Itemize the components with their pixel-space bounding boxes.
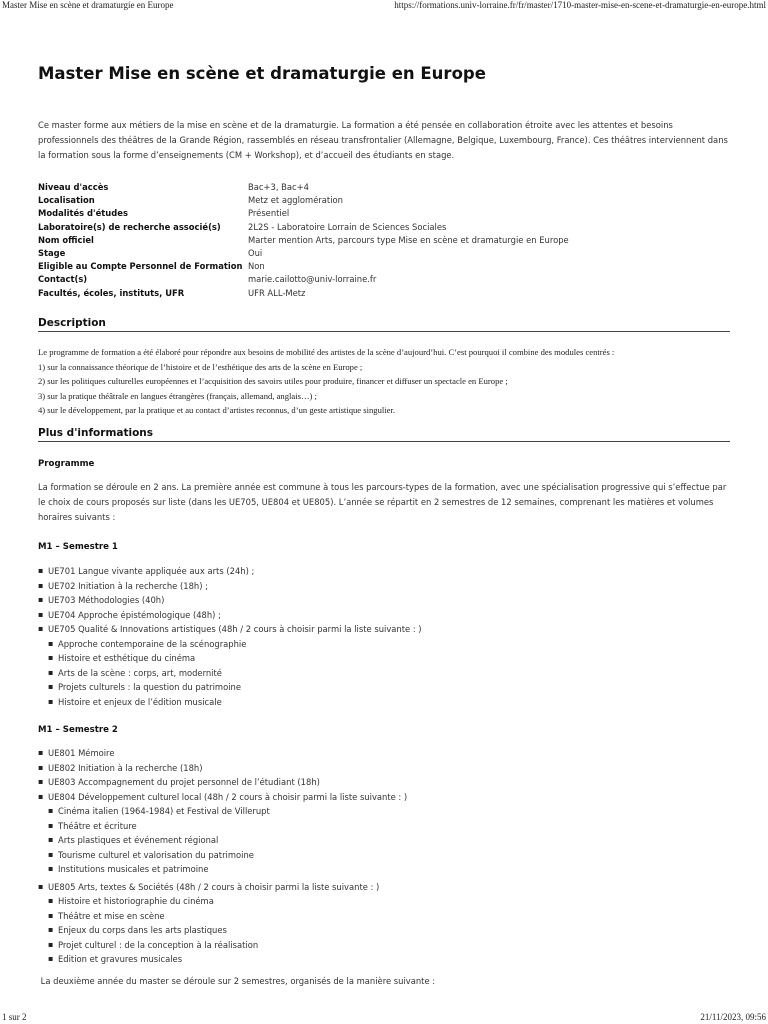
list-item: ▪ UE803 Accompagnement du projet personnel de l’étudiant (18h) — [38, 775, 407, 790]
info-value: Metz et agglomération — [248, 195, 343, 206]
list-item: ▪ UE805 Arts, textes & Sociétés (48h / 2 cours à choisir parmi la liste suivante : ) — [38, 880, 407, 895]
info-value: Oui — [248, 248, 263, 259]
description-line: 1) sur la connaissance théorique de l’histoire et de l’esthétique des arts de la scène en Europe ; — [38, 361, 363, 372]
sub-list-item: ▪ Arts plastiques et événement régional — [38, 833, 407, 848]
info-label: Nom officiel — [38, 234, 94, 245]
info-row — [38, 207, 730, 220]
description-heading: Description — [38, 317, 730, 332]
second-year-paragraph: La deuxième année du master se déroule sur 2 semestres, organisés de la manière suivante : — [38, 976, 436, 986]
sub-list-item: ▪ Projet culturel : de la conception à la réalisation — [38, 938, 407, 953]
info-label: Stage — [38, 248, 66, 259]
list-item: ▪ UE702 Initiation à la recherche (18h) ; — [38, 579, 422, 594]
info-row — [38, 221, 730, 234]
list-item: ▪ UE704 Approche épistémologique (48h) ; — [38, 608, 422, 623]
info-label: Laboratoire(s) de recherche associé(s) — [38, 221, 221, 232]
contact-email-link[interactable]: marie.cailotto@univ-lorraine.fr — [248, 274, 377, 285]
sub-list-item: ▪ Enjeux du corps dans les arts plastiques — [38, 923, 407, 938]
page-count: 1 sur 2 — [2, 1012, 27, 1022]
description-body — [38, 345, 730, 418]
description-line: 2) sur les politiques culturelles européennes et l’acquisition des savoirs utiles pour produire, financer et diffuser un spectacle en Europe ; — [38, 376, 508, 386]
info-row — [38, 234, 730, 247]
list-item: ▪ UE705 Qualité & Innovations artistiques (48h / 2 cours à choisir parmi la liste suivante : ) — [38, 622, 422, 637]
print-timestamp: 21/11/2023, 09:56 — [700, 1012, 766, 1022]
semester-2-heading: M1 – Semestre 2 — [38, 725, 118, 735]
description-line: Le programme de formation a été élaboré pour répondre aux besoins de mobilité des artistes de la scène d’aujourd’hui. C’est pourquoi il combine des modules centrés : — [38, 347, 615, 357]
info-row — [38, 260, 730, 273]
list-item: ▪ UE804 Développement culturel local (48h / 2 cours à choisir parmi la liste suivante : ) — [38, 790, 407, 805]
sub-list-item: ▪ Edition et gravures musicales — [38, 952, 407, 967]
sub-list-item: ▪ Théâtre et écriture — [38, 819, 407, 834]
page-title: Master Mise en scène et dramaturgie en Europe — [38, 64, 486, 83]
sub-list-item: ▪ Institutions musicales et patrimoine — [38, 862, 407, 877]
info-label: Localisation — [38, 195, 95, 206]
more-info-heading: Plus d'informations — [38, 427, 730, 442]
info-row — [38, 181, 730, 194]
info-value: Marter mention Arts, parcours type Mise en scène et dramaturgie en Europe — [248, 234, 569, 245]
sub-list-item: ▪ Arts de la scène : corps, art, modernité — [38, 666, 422, 681]
info-value: Non — [248, 261, 265, 272]
sub-list-item: ▪ Projets culturels : la question du patrimoine — [38, 680, 422, 695]
info-value: Bac+3, Bac+4 — [248, 182, 309, 192]
info-table — [38, 181, 730, 300]
info-value: Présentiel — [248, 208, 290, 219]
sub-list-item: ▪ Histoire et esthétique du cinéma — [38, 651, 422, 666]
semester-1-heading: M1 – Semestre 1 — [38, 542, 118, 552]
print-footer — [0, 1012, 768, 1024]
info-label: Niveau d'accès — [38, 182, 109, 192]
semester-1-list — [38, 564, 422, 709]
sub-list-item: ▪ Approche contemporaine de la scénographie — [38, 637, 422, 652]
print-header — [0, 0, 768, 12]
description-line: 3) sur la pratique théâtrale en langues étrangères (français, allemand, anglais…) ; — [38, 390, 317, 401]
info-row — [38, 273, 730, 286]
programme-paragraph: La formation se déroule en 2 ans. La première année est commune à tous les parcours-types de la formation, avec une spécialisation progressive qui s’effectue par le choix de cours proposés sur liste (dans les UE705, UE804 et UE805). L’année se répartit en 2 semestres de 12 semaines, comprenant les matières et volumes horaires suivants : — [38, 482, 727, 522]
sub-list-item: ▪ Histoire et enjeux de l’édition musicale — [38, 695, 422, 710]
sub-list-item: ▪ Théâtre et mise en scène — [38, 909, 407, 924]
sub-list-item: ▪ Tourisme culturel et valorisation du patrimoine — [38, 848, 407, 863]
sub-list-item: ▪ Histoire et historiographie du cinéma — [38, 894, 407, 909]
list-item: ▪ UE802 Initiation à la recherche (18h) — [38, 761, 407, 776]
print-header-title: Master Mise en scène et dramaturgie en Europe — [2, 0, 174, 10]
info-label: Modalités d'études — [38, 208, 128, 219]
list-item: ▪ UE701 Langue vivante appliquée aux arts (24h) ; — [38, 564, 422, 579]
info-row — [38, 194, 730, 207]
info-label: Eligible au Compte Personnel de Formation — [38, 261, 243, 272]
intro-paragraph: Ce master forme aux métiers de la mise en scène et de la dramaturgie. La formation a été pensée en collaboration étroite avec les attentes et besoins professionnels des théâtres de la Grande Région, rassemblés en réseau transfrontalier (Allemagne, Belgique, Luxembourg, France). Ces théâtres interviennent dans la formation sous la forme d’enseignements (CM + Workshop), et d’accueil des étudiants en stage. — [38, 120, 728, 160]
list-item: ▪ UE801 Mémoire — [38, 746, 407, 761]
sub-list-item: ▪ Cinéma italien (1964-1984) et Festival de Villerupt — [38, 804, 407, 819]
list-item: ▪ UE703 Méthodologies (40h) — [38, 593, 422, 608]
info-value: 2L2S - Laboratoire Lorrain de Sciences Sociales — [248, 221, 447, 232]
description-line: 4) sur le développement, par la pratique et au contact d’artistes reconnus, d’un geste artistique singulier. — [38, 405, 396, 415]
info-value: UFR ALL-Metz — [248, 287, 306, 298]
info-label: Contact(s) — [38, 274, 88, 285]
info-row — [38, 247, 730, 260]
info-label: Facultés, écoles, instituts, UFR — [38, 287, 185, 298]
programme-heading: Programme — [38, 459, 95, 469]
semester-2-list — [38, 746, 407, 967]
print-header-url[interactable]: https://formations.univ-lorraine.fr/fr/master/1710-master-mise-en-scene-et-dramaturgie-en-europe.html — [394, 0, 766, 10]
info-row — [38, 287, 730, 300]
